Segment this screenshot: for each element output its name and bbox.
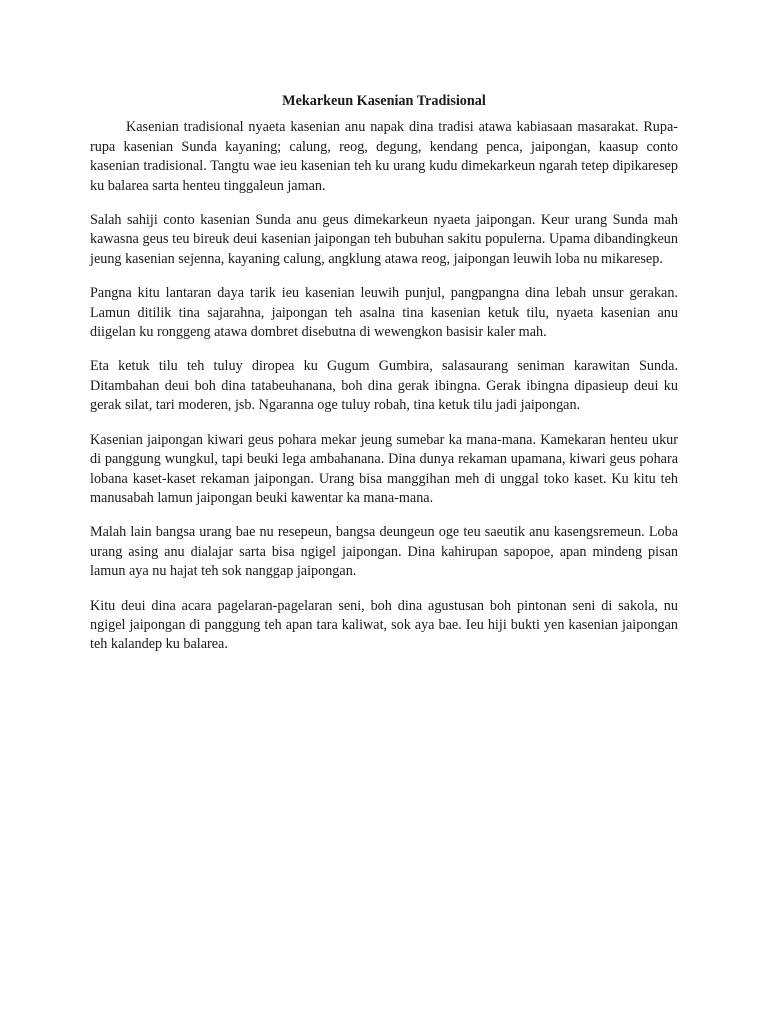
- paragraph-1: Kasenian tradisional nyaeta kasenian anu napak dina tradisi atawa kabiasaan masarakat. Rupa-rupa kasenian Sunda kayaning; calung, reog, degung, kendang penca, jaipongan, kaasup conto kasenian tradisional. Tangtu wae ieu kasenian teh ku urang kudu dimekarkeun ngarah tetep dipikaresep ku balarea sarta henteu tinggaleun jaman.: [90, 119, 678, 194]
- paragraph-6: Malah lain bangsa urang bae nu resepeun, bangsa deungeun oge teu saeutik anu kasengsremeun. Loba urang asing anu dialajar sarta bisa ngigel jaipongan. Dina kahirupan sapopoe, apan mindeng pisan lamun aya nu hajat teh sok nanggap jaipongan.: [90, 524, 678, 580]
- paragraph-5: Kasenian jaipongan kiwari geus pohara mekar jeung sumebar ka mana-mana. Kamekaran henteu ukur di panggung wungkul, tapi beuki lega ambahanana. Dina dunya rekaman upamana, kiwari geus pohara lobana kaset-kaset rekaman jaipongan. Urang bisa manggihan meh di unggal toko kaset. Ku kitu teh manusabah lamun jaipongan beuki kawentar ka mana-mana.: [90, 431, 678, 506]
- document-page: [90, 92, 678, 670]
- paragraph-3: Pangna kitu lantaran daya tarik ieu kasenian leuwih punjul, pangpangna dina lebah unsur gerakan. Lamun ditilik tina sajarahna, jaipongan teh asalna tina kasenian ketuk tilu, nyaeta kasenian anu diigelan ku ronggeng atawa dombret disebutna di wewengkon basisir kaler mah.: [90, 285, 678, 341]
- paragraph-7: Kitu deui dina acara pagelaran-pagelaran seni, boh dina agustusan boh pintonan seni di sakola, nu ngigel jaipongan di panggung teh apan tara kaliwat, sok aya bae. Ieu hiji bukti yen kasenian jaipongan teh kalandep ku balarea.: [90, 597, 678, 653]
- document-title: Mekarkeun Kasenian Tradisional: [282, 93, 486, 109]
- paragraph-4: Eta ketuk tilu teh tuluy diropea ku Gugum Gumbira, salasaurang seniman karawitan Sunda. Ditambahan deui boh dina tatabeuhanana, boh dina gerak ibingna. Gerak ibingna dipasieup deui ku gerak silat, tari moderen, jsb. Ngaranna oge tuluy robah, tina ketuk tilu jadi jaipongan.: [90, 358, 678, 414]
- paragraph-2: Salah sahiji conto kasenian Sunda anu geus dimekarkeun nyaeta jaipongan. Keur urang Sunda mah kawasna geus teu bireuk deui kasenian jaipongan teh bubuhan sakitu populerna. Upama dibandingkeun jeung kasenian sejenna, kayaning calung, angklung atawa reog, jaipongan leuwih loba nu mikaresep.: [90, 212, 678, 267]
